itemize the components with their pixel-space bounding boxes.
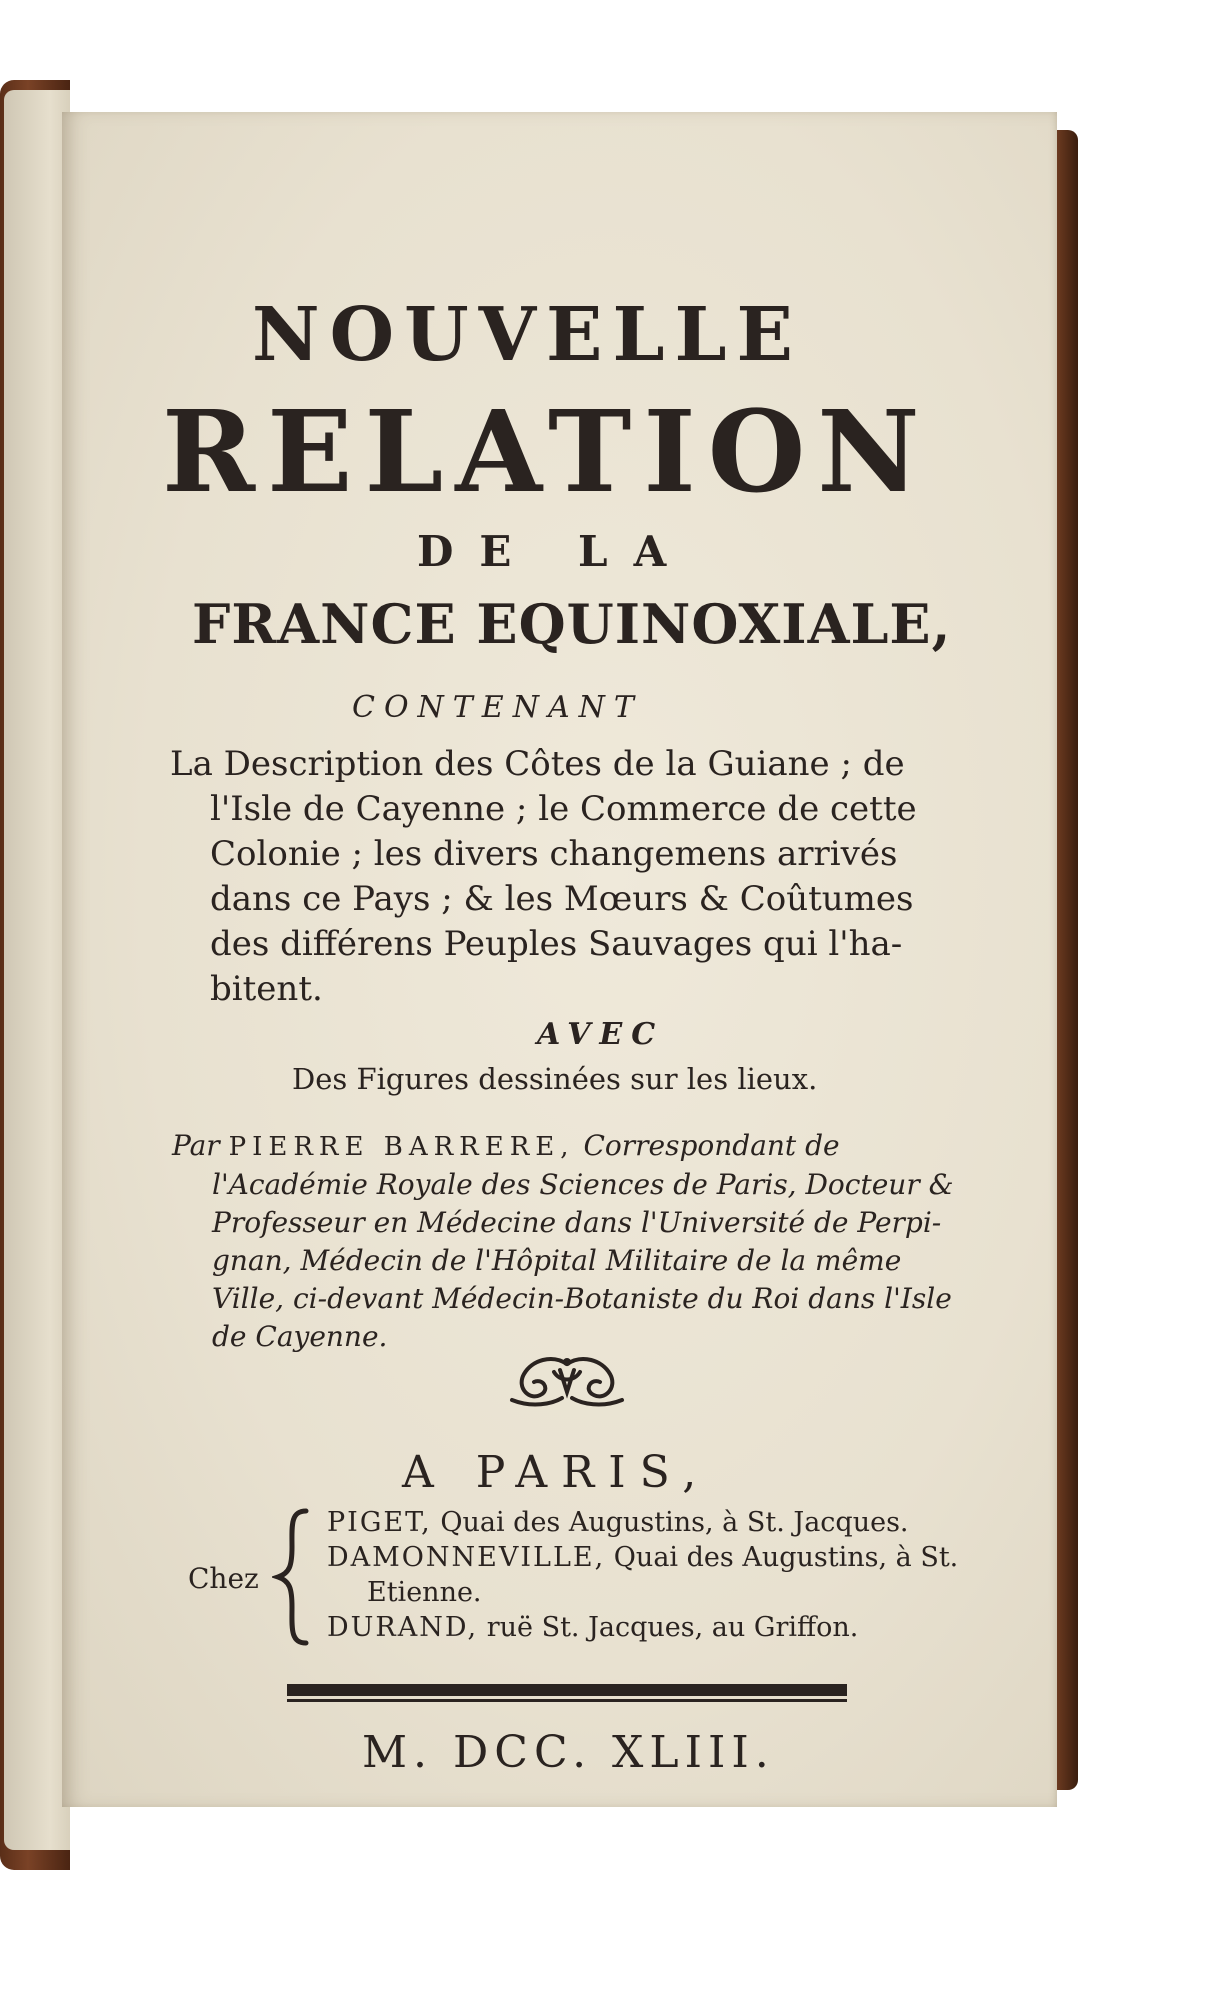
avec-heading: AVEC bbox=[537, 1017, 665, 1052]
description-line: bitent. bbox=[210, 969, 323, 1009]
author-line: gnan, Médecin de l'Hôpital Militaire de la même bbox=[212, 1244, 902, 1277]
figures-line: Des Figures dessinées sur les lieux. bbox=[292, 1062, 818, 1096]
author-prefix: Par bbox=[172, 1129, 220, 1162]
chez-label: Chez bbox=[188, 1562, 259, 1595]
publisher-line bbox=[327, 1575, 958, 1610]
publisher-address: Quai des Augustins, à St. Jacques. bbox=[440, 1507, 909, 1538]
description-line: dans ce Pays ; & les Mœurs & Coûtumes bbox=[210, 879, 914, 919]
author-first-line bbox=[172, 1127, 972, 1166]
author-line: Ville, ci-devant Médecin-Botaniste du Roi dans l'Isle bbox=[212, 1282, 952, 1315]
title-line-de-la: DE LA bbox=[417, 527, 693, 576]
publishers-block bbox=[327, 1505, 958, 1645]
title-line-relation: RELATION bbox=[162, 387, 932, 518]
author-name: PIERRE BARRERE, bbox=[228, 1132, 575, 1162]
contenant-heading: CONTENANT bbox=[352, 690, 643, 725]
description-line: l'Isle de Cayenne ; le Commerce de cette bbox=[210, 789, 917, 829]
printers-ornament-icon bbox=[502, 1352, 632, 1412]
author-line: de Cayenne. bbox=[212, 1320, 388, 1353]
title-page bbox=[62, 112, 1057, 1807]
publisher-address: Quai des Augustins, à St. bbox=[613, 1542, 959, 1573]
title-line-france-equinoxiale: FRANCE EQUINOXIALE, bbox=[192, 592, 952, 656]
author-line: Professeur en Médecine dans l'Université de Perpi- bbox=[212, 1206, 942, 1239]
description-block bbox=[170, 742, 970, 1012]
title-line-nouvelle: NOUVELLE bbox=[252, 292, 803, 378]
description-line: La Description des Côtes de la Guiane ; de bbox=[170, 744, 905, 784]
publisher-address: Etienne. bbox=[367, 1577, 482, 1608]
publisher-name: DAMONNEVILLE, bbox=[327, 1542, 606, 1573]
publisher-line bbox=[327, 1505, 958, 1540]
curly-brace-icon bbox=[272, 1507, 312, 1647]
publisher-name: PIGET, bbox=[327, 1507, 432, 1538]
publication-date: M. DCC. XLIII. bbox=[362, 1727, 775, 1778]
description-line: Colonie ; les divers changemens arrivés bbox=[210, 834, 898, 874]
author-block bbox=[172, 1127, 972, 1356]
author-line: Correspondant de bbox=[583, 1129, 840, 1162]
decorative-rule-thin bbox=[287, 1699, 847, 1702]
publisher-name: DURAND, bbox=[327, 1612, 479, 1643]
left-page-edge bbox=[4, 90, 70, 1850]
description-line: des différens Peuples Sauvages qui l'ha- bbox=[210, 924, 903, 964]
imprint-place: A PARIS, bbox=[402, 1447, 711, 1498]
publisher-address: ruë St. Jacques, au Griffon. bbox=[486, 1612, 859, 1643]
publisher-line bbox=[327, 1540, 958, 1575]
publisher-line bbox=[327, 1610, 958, 1645]
decorative-rule bbox=[287, 1684, 847, 1696]
author-line: l'Académie Royale des Sciences de Paris, Docteur & bbox=[212, 1168, 954, 1201]
